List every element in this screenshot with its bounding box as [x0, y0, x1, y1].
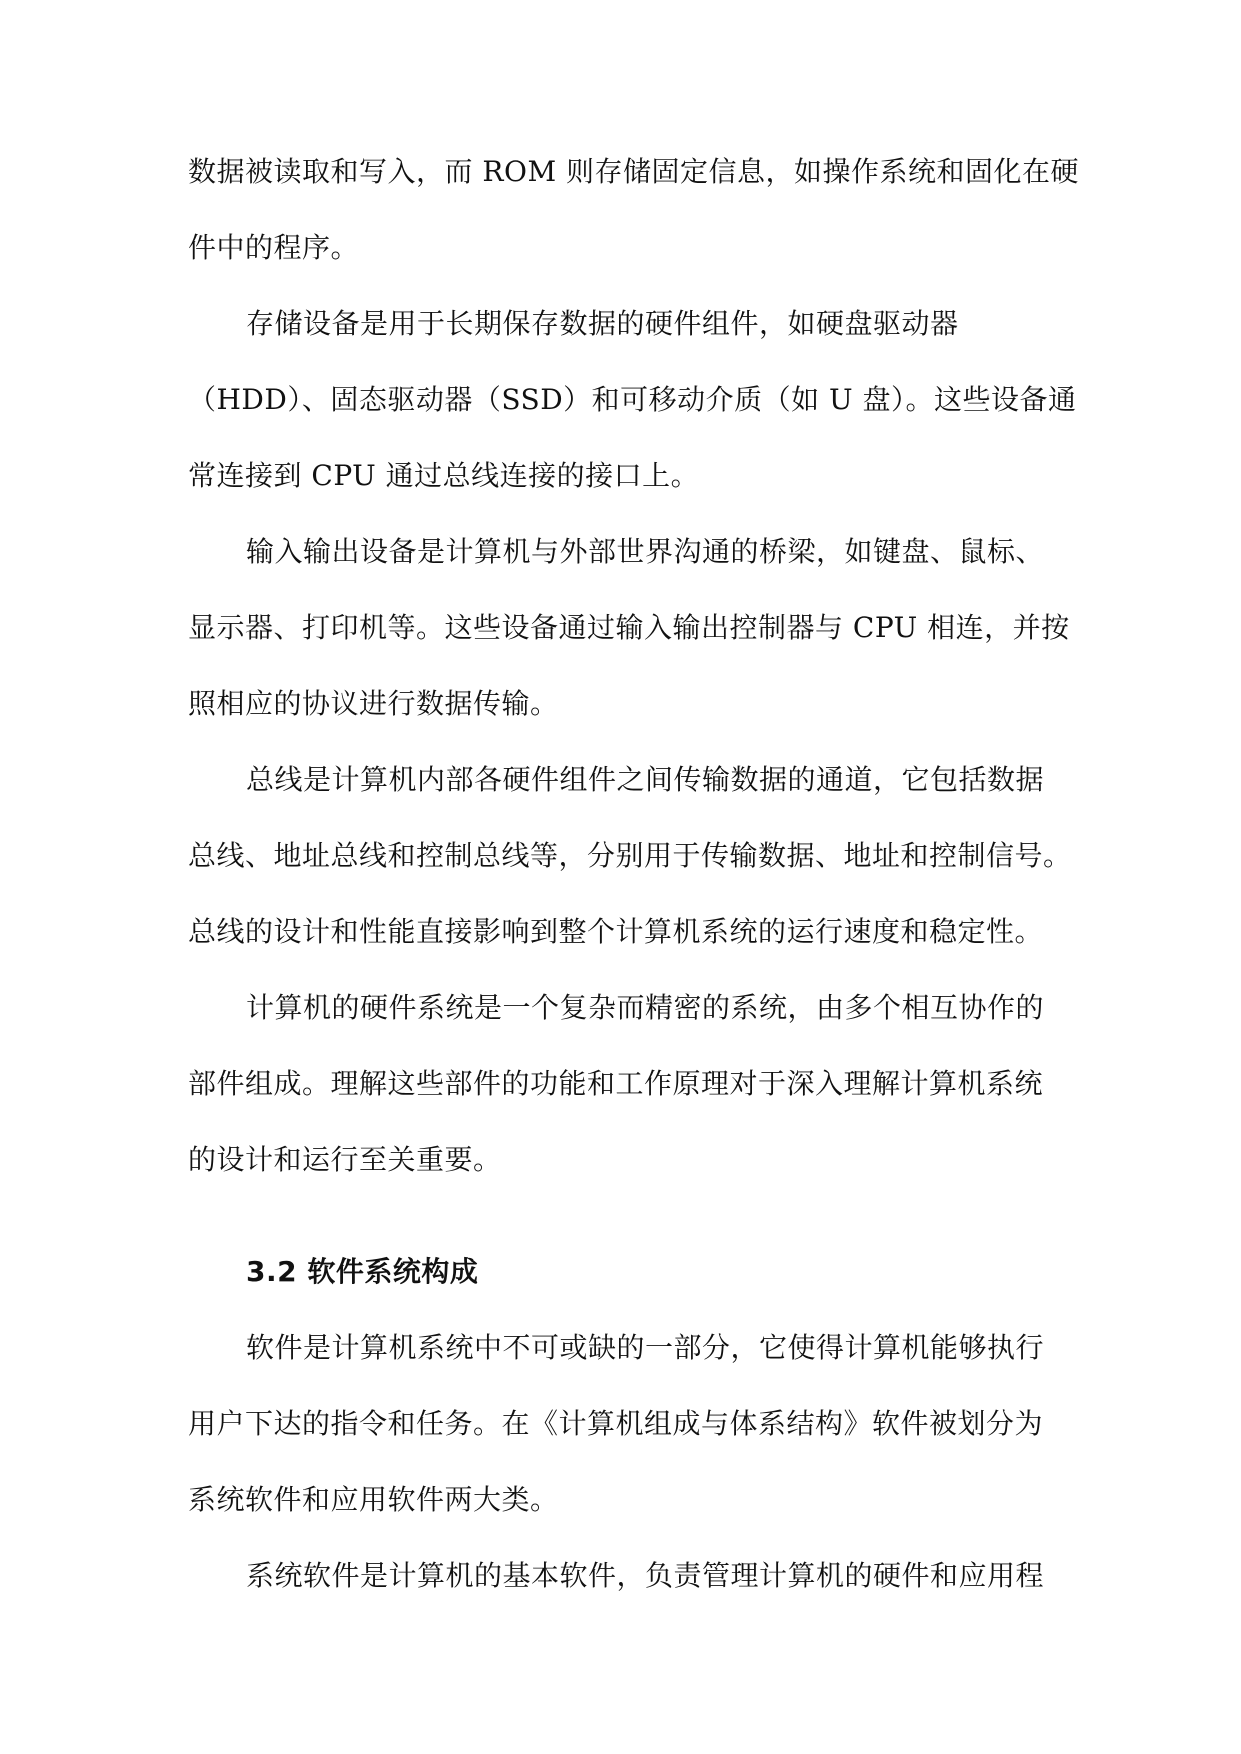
- text-line: 系统软件是计算机的基本软件，负责管理计算机的硬件和应用程: [246, 1559, 1045, 1592]
- text-line: 用户下达的指令和任务。在《计算机组成与体系结构》软件被划分为: [188, 1407, 1044, 1440]
- text-line: 的设计和运行至关重要。: [188, 1143, 502, 1176]
- section-gap: [188, 1212, 1060, 1248]
- text-line: 总线、地址总线和控制总线等，分别用于传输数据、地址和控制信号。: [188, 839, 1072, 872]
- document-page: [188, 148, 1080, 1628]
- text-line: 照相应的协议进行数据传输。: [188, 687, 559, 720]
- text-line: 总线是计算机内部各硬件组件之间传输数据的通道，它包括数据: [246, 763, 1045, 796]
- text-line: 数据被读取和写入，而 ROM 则存储固定信息，如操作系统和固化在硬: [188, 155, 1080, 188]
- section-heading: 3.2 软件系统构成: [246, 1255, 479, 1288]
- text-line: 总线的设计和性能直接影响到整个计算机系统的运行速度和稳定性。: [188, 915, 1044, 948]
- text-line: 显示器、打印机等。这些设备通过输入输出控制器与 CPU 相连，并按: [188, 611, 1070, 644]
- text-line: 常连接到 CPU 通过总线连接的接口上。: [188, 459, 700, 492]
- text-line: 件中的程序。: [188, 231, 360, 264]
- text-line: 部件组成。理解这些部件的功能和工作原理对于深入理解计算机系统: [188, 1067, 1044, 1100]
- text-line: 存储设备是用于长期保存数据的硬件组件，如硬盘驱动器: [246, 307, 959, 340]
- text-line: 输入输出设备是计算机与外部世界沟通的桥梁，如键盘、鼠标、: [246, 535, 1045, 568]
- text-line: （HDD）、固态驱动器（SSD）和可移动介质（如 U 盘）。这些设备通: [188, 383, 1077, 416]
- text-line: 软件是计算机系统中不可或缺的一部分，它使得计算机能够执行: [246, 1331, 1045, 1364]
- text-line: 系统软件和应用软件两大类。: [188, 1483, 559, 1516]
- text-line: 计算机的硬件系统是一个复杂而精密的系统，由多个相互协作的: [246, 991, 1045, 1024]
